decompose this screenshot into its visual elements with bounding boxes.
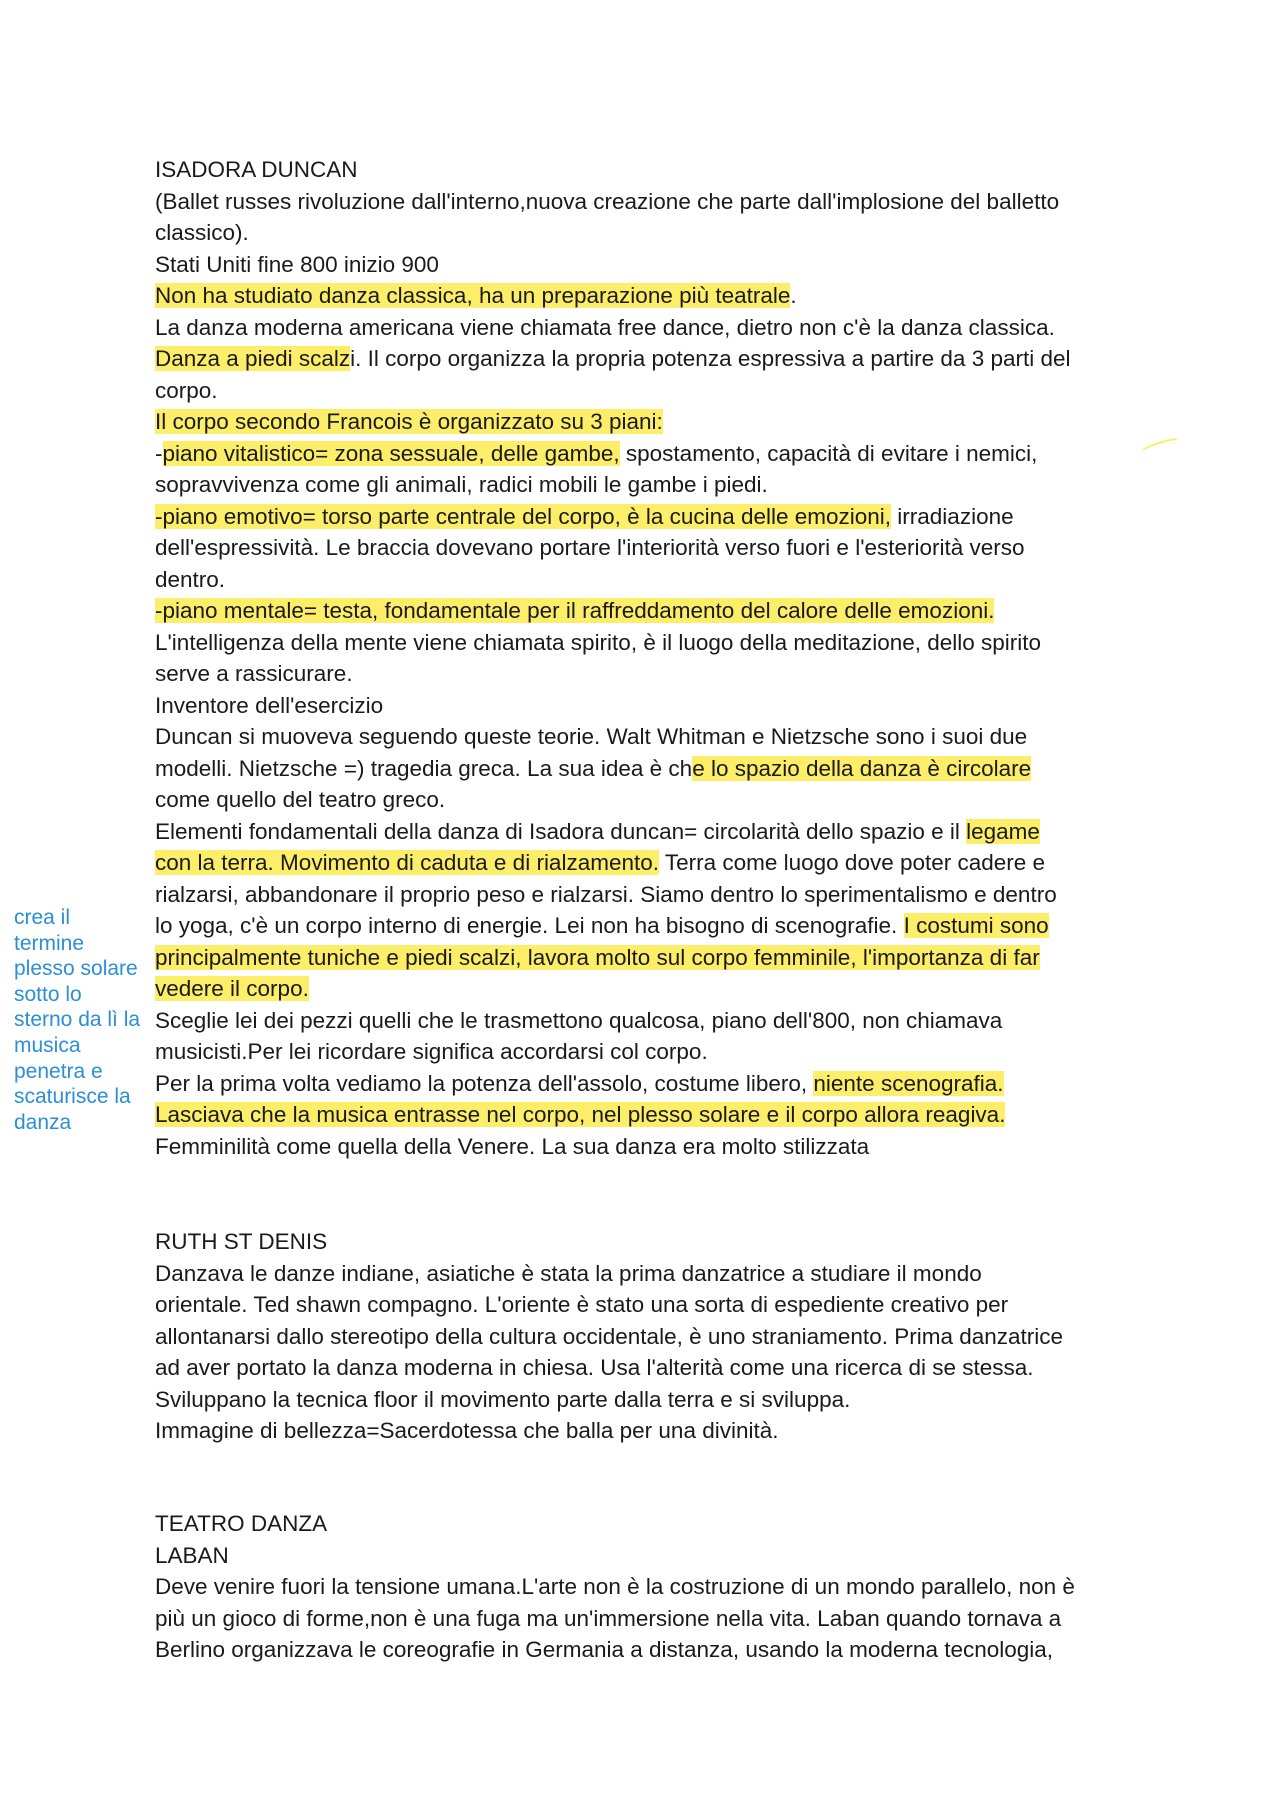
text-segment: Femminilità come quella della Venere. La sua danza era molto stilizzata: [155, 1133, 870, 1159]
text-segment: La danza moderna americana viene chiamata free dance, dietro non c'è la danza classica.: [155, 314, 1055, 340]
section-body: [155, 186, 1155, 1163]
text-line: [155, 469, 1155, 501]
text-segment: Inventore dell'esercizio: [155, 692, 384, 718]
text-line: [155, 1005, 1155, 1037]
text-segment: Terra come luogo dove poter cadere e: [659, 850, 1046, 875]
highlighted-text: Lasciava che la musica entrasse nel corpo, nel plesso solare e il corpo allora reagiva.: [155, 1102, 1006, 1127]
section-title: ISADORA DUNCAN: [155, 157, 358, 182]
text-line: [155, 249, 1155, 281]
text-line: [155, 1603, 1155, 1635]
margin-comment-line: danza: [14, 1110, 72, 1134]
text-segment: orientale. Ted shawn compagno. L'oriente è stato una sorta di espediente creativo per: [155, 1292, 1009, 1317]
section-title: RUTH ST DENIS: [155, 1229, 328, 1254]
section-title: TEATRO DANZA: [155, 1511, 328, 1536]
text-segment: Berlino organizzava le coreografie in Germania a distanza, usando la moderna tecnologia,: [155, 1637, 1054, 1662]
text-segment: ad aver portato la danza moderna in chiesa. Usa l'alterità come una ricerca di se stessa.: [155, 1355, 1034, 1380]
text-segment: musicisti.Per lei ricordare significa accordarsi col corpo.: [155, 1039, 708, 1064]
text-segment: Per la prima volta vediamo la potenza dell'assolo, costume libero,: [155, 1070, 814, 1096]
text-segment: corpo.: [155, 377, 218, 403]
text-line: [155, 564, 1155, 596]
margin-comment-line: termine: [14, 931, 85, 955]
margin-comment-line: scaturisce la: [14, 1085, 131, 1109]
text-segment: (Ballet russes rivoluzione dall'interno,nuova creazione che parte dall'implosione del balletto: [155, 188, 1060, 214]
highlighted-text: vedere il corpo.: [155, 976, 309, 1001]
text-segment: sopravvivenza come gli animali, radici mobili le gambe i piedi.: [155, 472, 768, 497]
highlighted-text: e lo spazio della danza è circolare: [692, 755, 1032, 781]
text-line: [155, 1352, 1155, 1384]
section-body: [155, 1571, 1155, 1666]
margin-comment-line: sterno da lì la: [14, 1008, 141, 1032]
text-line: [155, 501, 1155, 533]
text-line: [155, 1289, 1155, 1321]
section-teatro-danza: [155, 1508, 1155, 1666]
text-line: [155, 1384, 1155, 1416]
text-line: [155, 847, 1155, 879]
text-line: [155, 973, 1155, 1005]
text-line: [155, 627, 1155, 659]
text-segment: L'intelligenza della mente viene chiamata spirito, è il luogo della meditazione, dello spirito: [155, 629, 1042, 655]
text-line: [155, 658, 1155, 690]
highlighted-text: principalmente tuniche e piedi scalzi, lavora molto sul corpo femminile, l'importanza di far: [155, 944, 1040, 970]
text-segment: Stati Uniti fine 800 inizio 900: [155, 251, 439, 277]
text-segment: -: [155, 440, 163, 466]
text-segment: Deve venire fuori la tensione umana.L'arte non è la costruzione di un mondo parallelo, non è: [155, 1574, 1075, 1599]
text-segment: rialzarsi, abbandonare il proprio peso e rialzarsi. Siamo dentro lo sperimentalismo e dentro: [155, 881, 1057, 907]
text-segment: serve a rassicurare.: [155, 661, 353, 686]
highlighted-text: -piano emotivo= torso parte centrale del corpo, è la cucina delle emozioni,: [155, 503, 892, 529]
text-line: [155, 910, 1155, 942]
margin-comment-line: sotto lo: [14, 982, 82, 1006]
highlighted-text: niente scenografia.: [813, 1070, 1004, 1096]
text-segment: classico).: [155, 220, 249, 245]
text-line: [155, 816, 1155, 848]
margin-comment-line: crea il: [14, 906, 71, 929]
text-segment: come quello del teatro greco.: [155, 787, 446, 812]
text-line: [155, 280, 1155, 312]
text-segment: Immagine di bellezza=Sacerdotessa che balla per una divinità.: [155, 1418, 779, 1443]
text-segment: Danzava le danze indiane, asiatiche è stata la prima danzatrice a studiare il mondo: [155, 1260, 982, 1286]
text-line: [155, 1068, 1155, 1100]
highlighted-text: con la terra. Movimento di caduta e di rialzamento.: [155, 850, 659, 875]
text-line: [155, 343, 1155, 375]
text-line: [155, 721, 1155, 753]
text-line: [155, 1321, 1155, 1353]
text-line: [155, 1258, 1155, 1290]
highlighted-text: -piano mentale= testa, fondamentale per il raffreddamento del calore delle emozioni.: [155, 598, 995, 623]
text-segment: più un gioco di forme,non è una fuga ma un'immersione nella vita. Laban quando tornava a: [155, 1605, 1062, 1631]
text-segment: i. Il corpo organizza la propria potenza espressiva a partire da 3 parti del: [350, 346, 1071, 371]
highlighted-text: Non ha studiato danza classica, ha un preparazione più teatrale: [155, 283, 791, 308]
highlighted-text: legame: [966, 818, 1040, 844]
text-line: [155, 1571, 1155, 1603]
text-line: [155, 217, 1155, 249]
text-segment: Elementi fondamentali della danza di Isadora duncan= circolarità dello spazio e il: [155, 818, 967, 844]
section-ruth-st-denis: [155, 1226, 1155, 1447]
text-segment: Duncan si muoveva seguendo queste teorie. Walt Whitman e Nietzsche sono i suoi due: [155, 724, 1028, 749]
margin-comment-line: penetra e: [14, 1059, 103, 1083]
text-segment: spostamento, capacità di evitare i nemici,: [619, 440, 1038, 466]
text-segment: Sviluppano la tecnica floor il movimento parte dalla terra e si sviluppa.: [155, 1386, 851, 1412]
section-body: [155, 1258, 1155, 1447]
text-segment: irradiazione: [891, 503, 1014, 529]
highlighted-text: I costumi sono: [903, 913, 1049, 938]
text-segment: modelli. Nietzsche =) tragedia greca. La sua idea è ch: [155, 755, 693, 781]
text-line: [155, 375, 1155, 407]
text-line: [155, 1415, 1155, 1447]
text-line: [155, 753, 1155, 785]
stray-highlighter-mark: [1142, 437, 1178, 451]
section-isadora-duncan: [155, 154, 1155, 1162]
text-line: [155, 1634, 1155, 1666]
text-line: [155, 942, 1155, 974]
section-subtitle: LABAN: [155, 1542, 229, 1568]
text-line: [155, 1036, 1155, 1068]
highlighted-text: Danza a piedi scalz: [155, 346, 351, 371]
text-line: [155, 1131, 1155, 1163]
text-line: [155, 406, 1155, 438]
text-segment: .: [790, 283, 797, 308]
text-line: [155, 312, 1155, 344]
text-segment: lo yoga, c'è un corpo interno di energie. Lei non ha bisogno di scenografie.: [155, 913, 904, 938]
text-segment: Sceglie lei dei pezzi quelli che le trasmettono qualcosa, piano dell'800, non chiamava: [155, 1007, 1003, 1033]
margin-comment: [14, 905, 154, 1135]
text-line: [155, 595, 1155, 627]
text-segment: allontanarsi dallo stereotipo della cultura occidentale, è uno straniamento. Prima danzatrice: [155, 1323, 1064, 1349]
text-line: [155, 690, 1155, 722]
text-line: [155, 186, 1155, 218]
text-line: [155, 1099, 1155, 1131]
highlighted-text: Il corpo secondo Francois è organizzato su 3 piani:: [155, 409, 663, 434]
text-line: [155, 532, 1155, 564]
text-line: [155, 438, 1155, 470]
text-line: [155, 879, 1155, 911]
margin-comment-line: plesso solare: [14, 957, 138, 981]
text-segment: dell'espressività. Le braccia dovevano portare l'interiorità verso fuori e l'esteriorità verso: [155, 535, 1025, 560]
text-line: [155, 784, 1155, 816]
text-segment: dentro.: [155, 566, 226, 592]
highlighted-text: piano vitalistico= zona sessuale, delle gambe,: [162, 440, 620, 466]
margin-comment-line: musica: [14, 1033, 81, 1057]
